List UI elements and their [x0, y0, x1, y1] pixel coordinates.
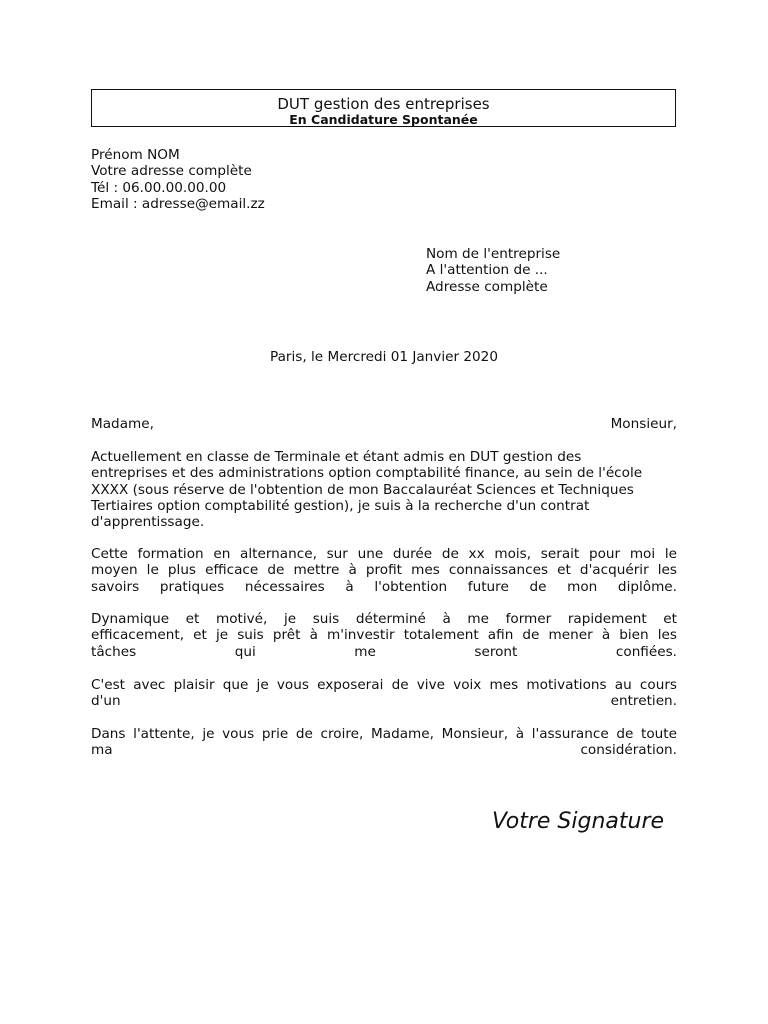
paragraph-1 — [91, 449, 677, 530]
paragraph-line: C'est avec plaisir que je vous exposerai de vive voix mes motivations au cours — [91, 677, 677, 693]
signature: Votre Signature — [492, 809, 665, 834]
sender-block — [91, 147, 265, 212]
greeting-monsieur: Monsieur, — [610, 416, 677, 432]
paragraph-line: tâches qui me seront confiées. — [91, 643, 677, 660]
paragraph-line: d'apprentissage. — [91, 514, 205, 531]
paragraph-line: ma considération. — [91, 742, 677, 759]
paragraph-2 — [91, 546, 677, 595]
title-box — [91, 89, 676, 127]
paragraph-line: d'un entretien. — [91, 693, 677, 710]
sender-email: Email : adresse@email.zz — [91, 195, 265, 212]
sender-address: Votre adresse complète — [91, 163, 252, 180]
paragraph-line: efficacement, et je suis prêt à m'investir totalement afin de mener à bien les — [91, 627, 677, 644]
paragraph-line: savoirs pratiques nécessaires à l'obtention future de mon diplôme. — [91, 578, 677, 595]
recipient-attention: A l'attention de ... — [426, 262, 548, 279]
sender-phone: Tél : 06.00.00.00.00 — [91, 179, 227, 196]
paragraph-4 — [91, 677, 677, 710]
paragraph-line: XXXX (sous réserve de l'obtention de mon Baccalauréat Sciences et Techniques — [91, 481, 634, 498]
greeting — [91, 416, 677, 432]
paragraph-3 — [91, 611, 677, 660]
paragraph-line: Tertiaires option comptabilité gestion), je suis à la recherche d'un contrat — [91, 497, 590, 514]
paragraph-line: Dans l'attente, je vous prie de croire, Madame, Monsieur, à l'assurance de toute — [91, 726, 677, 742]
recipient-address: Adresse complète — [426, 278, 548, 295]
paragraph-line: Actuellement en classe de Terminale et étant admis en DUT gestion des — [91, 449, 582, 465]
paragraph-line: entreprises et des administrations option comptabilité finance, au sein de l'école — [91, 465, 643, 482]
paragraph-line: Dynamique et motivé, je suis déterminé à me former rapidement et — [91, 611, 677, 627]
document-title: DUT gestion des entreprises — [277, 95, 490, 113]
paragraph-line: Cette formation en alternance, sur une durée de xx mois, serait pour moi le — [91, 546, 677, 562]
paragraph-5 — [91, 726, 677, 759]
document-subtitle: En Candidature Spontanée — [289, 112, 478, 127]
recipient-block — [426, 246, 560, 295]
greeting-madame: Madame, — [91, 416, 154, 432]
recipient-company: Nom de l'entreprise — [426, 246, 561, 262]
letter-date: Paris, le Mercredi 01 Janvier 2020 — [270, 349, 498, 365]
sender-name: Prénom NOM — [91, 147, 180, 163]
paragraph-line: moyen le plus efficace de mettre à profit mes connaissances et d'acquérir les — [91, 562, 677, 579]
